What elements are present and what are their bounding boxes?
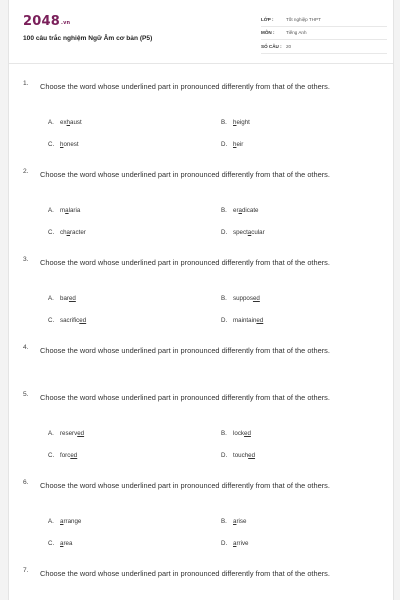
underlined-part: a — [238, 207, 242, 214]
answer-option[interactable] — [48, 518, 81, 525]
answer-option[interactable] — [221, 207, 258, 214]
option-letter: D. — [221, 317, 228, 324]
option-letter: D. — [221, 540, 228, 547]
site-logo[interactable] — [23, 14, 70, 29]
option-word: malaria — [60, 207, 81, 214]
question-text: Choose the word whose underlined part in pronounced differently from that of the others. — [40, 170, 330, 179]
underlined-part: h — [233, 141, 237, 148]
underlined-part: a — [60, 540, 64, 547]
option-letter: A. — [48, 518, 54, 525]
option-word: area — [60, 540, 73, 547]
option-word: maintained — [233, 317, 264, 324]
question-text: Choose the word whose underlined part in pronounced differently from that of the others. — [40, 82, 330, 91]
meta-value: Tốt nghiệp THPT — [286, 17, 321, 22]
underlined-part: ed — [79, 317, 87, 324]
meta-label: LỚP : — [261, 17, 274, 22]
option-word: bared — [60, 295, 76, 302]
question-number: 2. — [23, 168, 29, 175]
option-word: sacrificed — [60, 317, 87, 324]
underlined-part: ed — [68, 295, 76, 302]
answer-option[interactable] — [221, 295, 260, 302]
option-word: eradicate — [233, 207, 259, 214]
option-letter: A. — [48, 295, 54, 302]
underlined-part: ed — [77, 430, 85, 437]
question-number: 7. — [23, 567, 29, 574]
option-letter: B. — [221, 295, 227, 302]
meta-class — [261, 15, 387, 27]
answer-option[interactable] — [221, 229, 265, 236]
meta-label: SỐ CÂU : — [261, 44, 282, 49]
option-letter: D. — [221, 141, 228, 148]
document-header — [9, 0, 393, 64]
option-word: forced — [60, 452, 78, 459]
option-letter: C. — [48, 141, 55, 148]
question-number: 3. — [23, 256, 29, 263]
answer-option[interactable] — [48, 207, 80, 214]
underlined-part: a — [65, 207, 69, 214]
question-text: Choose the word whose underlined part in pronounced differently from that of the others. — [40, 481, 330, 490]
option-letter: A. — [48, 119, 54, 126]
answer-option[interactable] — [221, 518, 246, 525]
answer-option[interactable] — [48, 229, 86, 236]
underlined-part: ed — [252, 295, 260, 302]
answer-option[interactable] — [221, 430, 251, 437]
underlined-part: h — [60, 141, 64, 148]
option-letter: B. — [221, 207, 227, 214]
meta-subject — [261, 28, 387, 40]
option-letter: C. — [48, 317, 55, 324]
option-word: character — [60, 229, 86, 236]
underlined-part: a — [233, 540, 237, 547]
meta-value: 20 — [286, 44, 292, 49]
option-word: reserved — [60, 430, 85, 437]
question-text: Choose the word whose underlined part in pronounced differently from that of the others. — [40, 393, 330, 402]
question-text: Choose the word whose underlined part in pronounced differently from that of the others. — [40, 569, 330, 578]
option-word: spectacular — [233, 229, 265, 236]
option-letter: D. — [221, 229, 228, 236]
underlined-part: ed — [248, 452, 256, 459]
answer-option[interactable] — [221, 452, 255, 459]
question-text: Choose the word whose underlined part in pronounced differently from that of the others. — [40, 346, 330, 355]
answer-option[interactable] — [48, 430, 84, 437]
option-word: arrive — [233, 540, 249, 547]
meta-value: Tiếng Anh — [286, 30, 307, 35]
option-word: honest — [60, 141, 79, 148]
option-letter: C. — [48, 540, 55, 547]
underlined-part: a — [60, 518, 64, 525]
answer-option[interactable] — [48, 295, 76, 302]
question-number: 5. — [23, 391, 29, 398]
option-letter: C. — [48, 229, 55, 236]
underlined-part: a — [66, 229, 70, 236]
question-number: 4. — [23, 344, 29, 351]
answer-option[interactable] — [48, 452, 77, 459]
meta-label: MÔN : — [261, 30, 275, 35]
document-title: 100 câu trắc nghiệm Ngữ Âm cơ bản (P5) — [23, 35, 153, 42]
option-letter: B. — [221, 518, 227, 525]
option-letter: A. — [48, 207, 54, 214]
answer-option[interactable] — [48, 119, 82, 126]
underlined-part: a — [247, 229, 252, 236]
answer-option[interactable] — [221, 141, 243, 148]
option-word: locked — [233, 430, 251, 437]
option-word: supposed — [233, 295, 260, 302]
option-word: heir — [233, 141, 244, 148]
logo-suffix: .vn — [60, 20, 71, 26]
underlined-part: ed — [256, 317, 264, 324]
meta-count — [261, 42, 387, 54]
option-letter: A. — [48, 430, 54, 437]
answer-option[interactable] — [221, 119, 250, 126]
option-word: height — [233, 119, 250, 126]
logo-text: 2048 — [23, 14, 60, 29]
option-word: exhaust — [60, 119, 82, 126]
answer-option[interactable] — [48, 540, 72, 547]
answer-option[interactable] — [221, 540, 248, 547]
question-text: Choose the word whose underlined part in pronounced differently from that of the others. — [40, 258, 330, 267]
underlined-part: h — [66, 119, 70, 126]
answer-option[interactable] — [221, 317, 263, 324]
answer-option[interactable] — [48, 141, 79, 148]
option-letter: B. — [221, 119, 227, 126]
option-letter: C. — [48, 452, 55, 459]
underlined-part: ed — [70, 452, 78, 459]
question-number: 1. — [23, 80, 29, 87]
option-word: arise — [233, 518, 247, 525]
question-number: 6. — [23, 479, 29, 486]
underlined-part: ed — [244, 430, 251, 437]
option-word: touched — [233, 452, 256, 459]
underlined-part: a — [233, 518, 237, 525]
option-letter: D. — [221, 452, 228, 459]
underlined-part: h — [233, 119, 237, 126]
option-letter: B. — [221, 430, 227, 437]
answer-option[interactable] — [48, 317, 86, 324]
option-word: arrange — [60, 518, 82, 525]
document-page — [8, 0, 394, 600]
